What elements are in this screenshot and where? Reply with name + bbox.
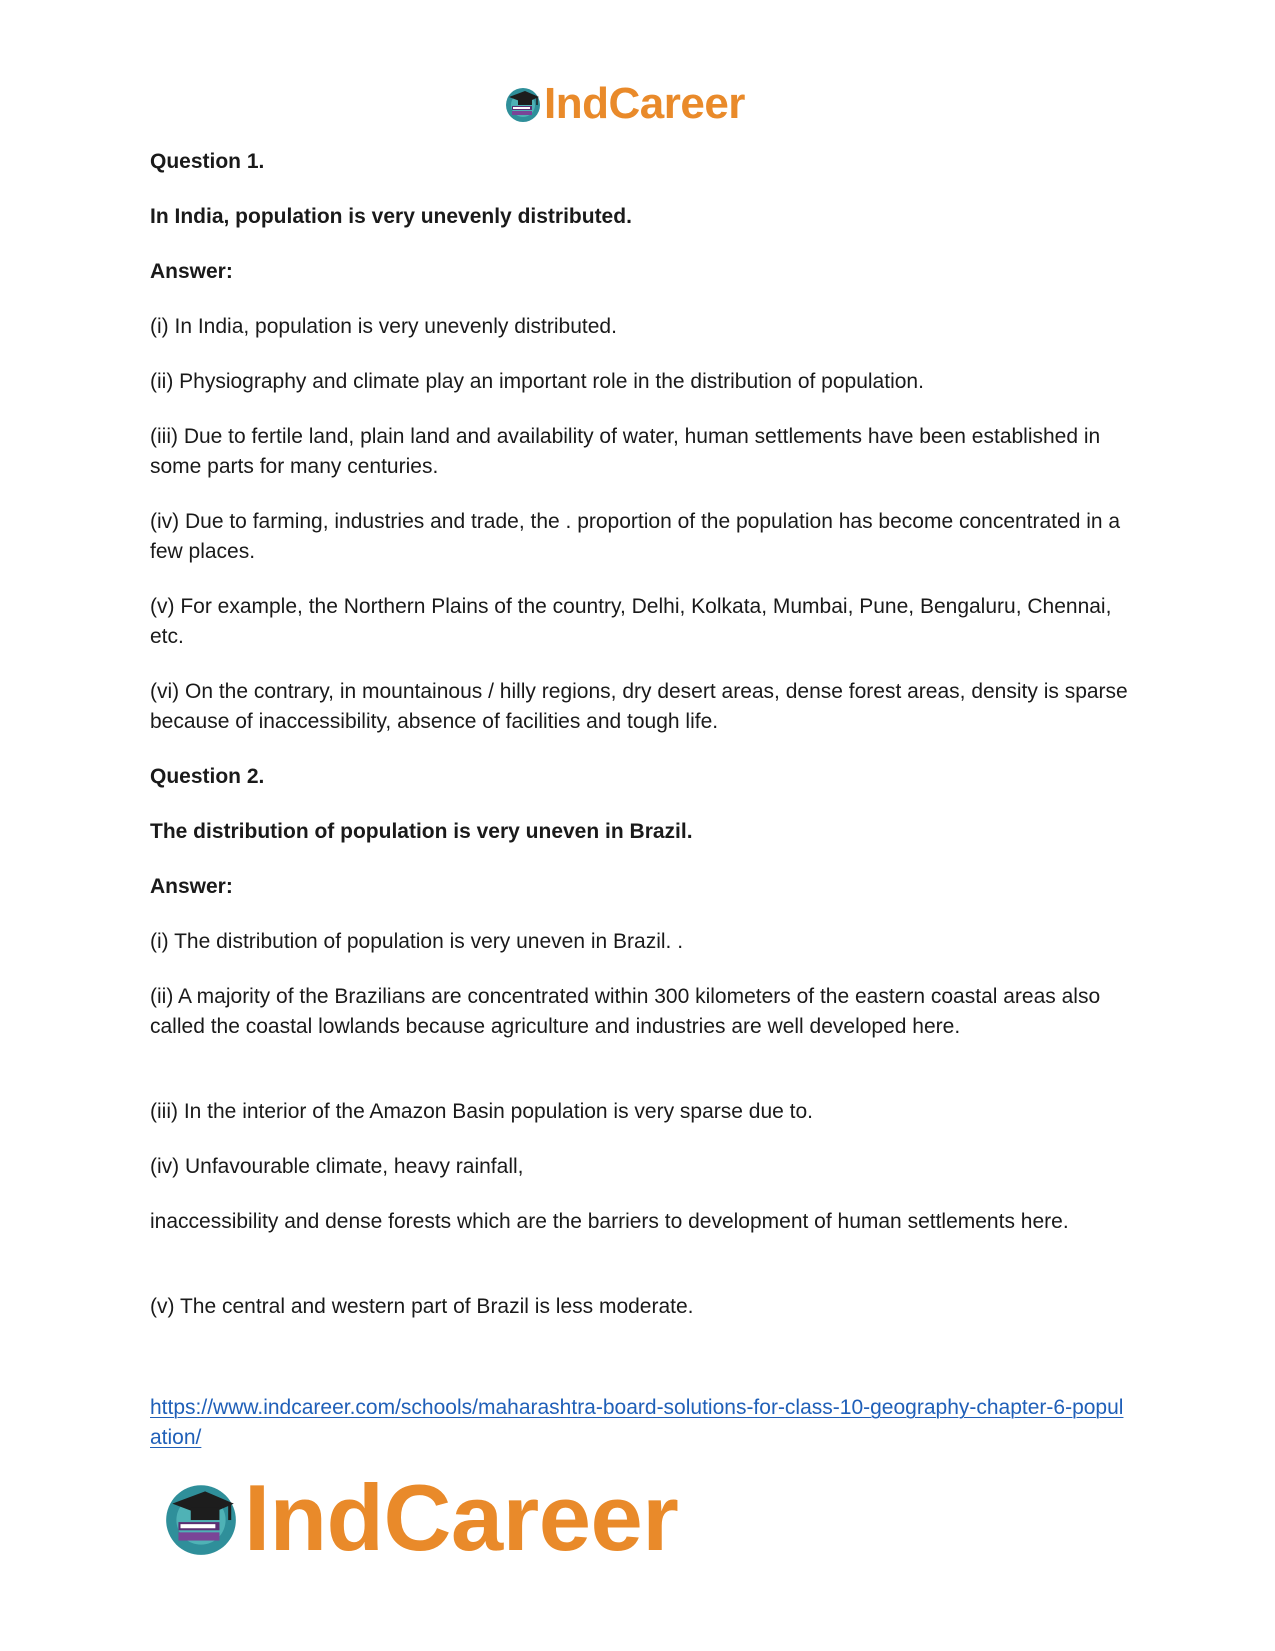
answer-2-point: (i) The distribution of population is very uneven in Brazil. .: [150, 930, 684, 953]
answer-2-point: (iii) In the interior of the Amazon Basin population is very sparse due to.: [150, 1100, 814, 1123]
question-1-label: Question 1.: [150, 150, 265, 173]
graduation-cap-globe-icon: [160, 1477, 242, 1559]
source-link[interactable]: https://www.indcareer.com/schools/maharashtra-board-solutions-for-class-10-geography-chapter-6-population/: [150, 1396, 1124, 1449]
answer-2-label: Answer:: [150, 875, 233, 898]
answer-2-point: (iv) Unfavourable climate, heavy rainfall,: [150, 1155, 524, 1178]
answer-1-label: Answer:: [150, 260, 233, 283]
header-logo: [503, 80, 745, 128]
answer-1-point: (v) For example, the Northern Plains of the country, Delhi, Kolkata, Mumbai, Pune, Bengaluru, Chennai, etc.: [150, 595, 1112, 648]
answer-2-point: (ii) A majority of the Brazilians are concentrated within 300 kilometers of the eastern coastal areas also called the coastal lowlands because agriculture and industries are well developed here.: [150, 985, 1101, 1038]
question-2-label: Question 2.: [150, 765, 265, 788]
question-1-text: In India, population is very unevenly distributed.: [150, 205, 632, 228]
answer-2-point: inaccessibility and dense forests which are the barriers to development of human settlements here.: [150, 1210, 1069, 1233]
answer-1-point: (i) In India, population is very unevenly distributed.: [150, 315, 617, 338]
graduation-cap-globe-icon: [503, 84, 543, 124]
footer-logo: [160, 1465, 679, 1570]
logo-text: IndCareer: [244, 1465, 679, 1570]
answer-1-point: (iii) Due to fertile land, plain land and availability of water, human settlements have been established in some parts for many centuries.: [150, 425, 1101, 478]
answer-1-point: (iv) Due to farming, industries and trade, the . proportion of the population has become concentrated in a few places.: [150, 510, 1121, 563]
answer-2-point: (v) The central and western part of Brazil is less moderate.: [150, 1295, 694, 1318]
question-2-text: The distribution of population is very uneven in Brazil.: [150, 820, 693, 843]
logo-text: IndCareer: [544, 79, 745, 128]
answer-1-point: (ii) Physiography and climate play an important role in the distribution of population.: [150, 370, 924, 393]
answer-1-point: (vi) On the contrary, in mountainous / hilly regions, dry desert areas, dense forest areas, density is sparse because of inaccessibility, absence of facilities and tough life.: [150, 680, 1128, 733]
